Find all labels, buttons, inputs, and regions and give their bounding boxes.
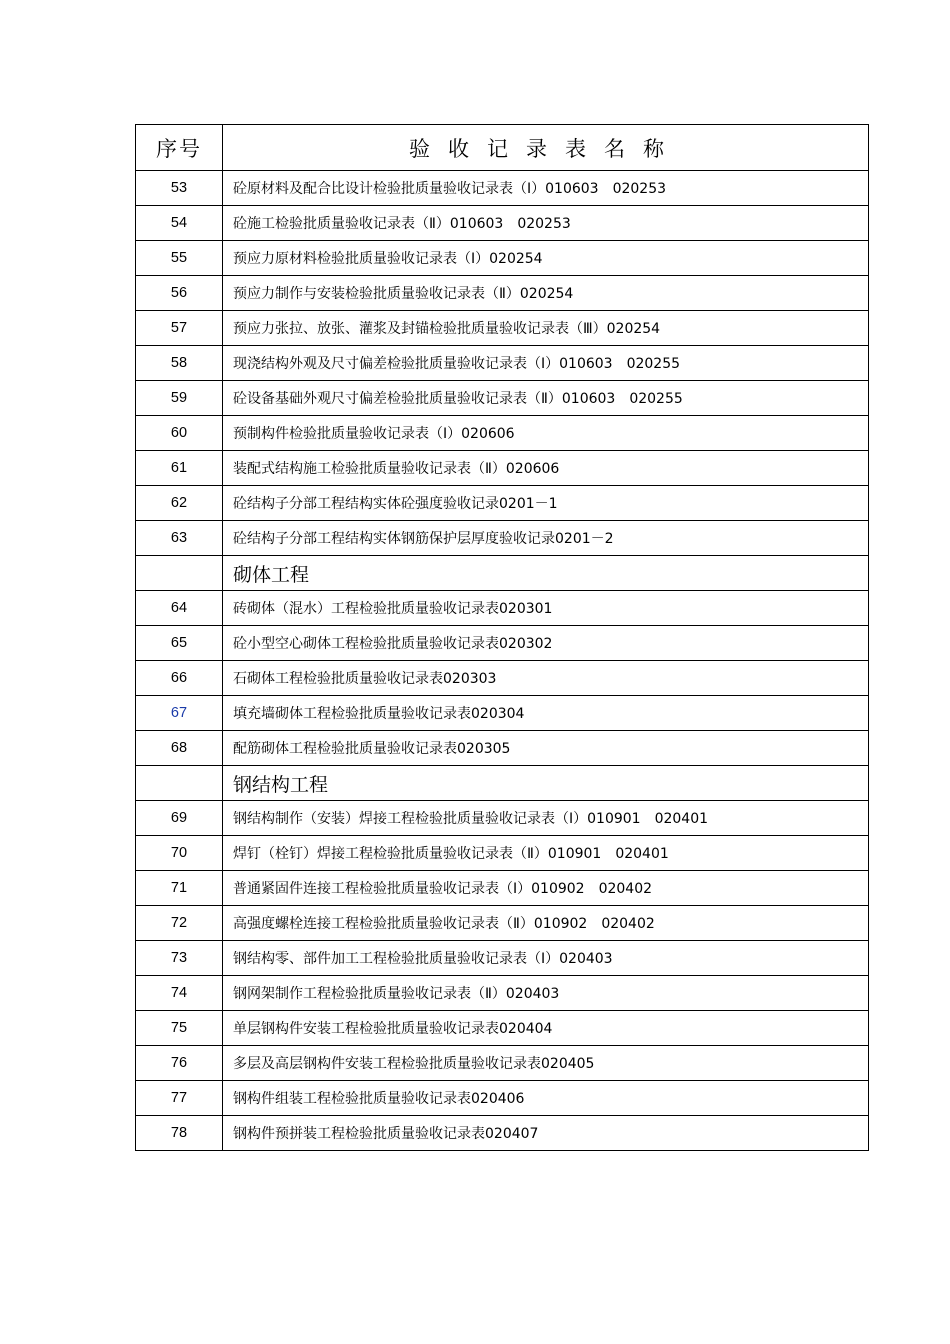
row-record-name: 焊钉（栓钉）焊接工程检验批质量验收记录表（Ⅱ）010901 020401 bbox=[223, 836, 869, 871]
row-record-name: 普通紧固件连接工程检验批质量验收记录表（Ⅰ）010902 020402 bbox=[223, 871, 869, 906]
row-serial-number bbox=[136, 556, 223, 591]
table-row bbox=[136, 976, 869, 1011]
table-row bbox=[136, 276, 869, 311]
row-serial-number: 66 bbox=[136, 661, 223, 696]
row-record-name: 砼小型空心砌体工程检验批质量验收记录表020302 bbox=[223, 626, 869, 661]
row-record-name: 钢结构制作（安装）焊接工程检验批质量验收记录表（Ⅰ）010901 020401 bbox=[223, 801, 869, 836]
row-serial-number: 59 bbox=[136, 381, 223, 416]
table-row bbox=[136, 1116, 869, 1151]
row-serial-number: 63 bbox=[136, 521, 223, 556]
inspection-record-table bbox=[135, 124, 869, 1151]
row-serial-number: 67 bbox=[136, 696, 223, 731]
row-serial-number: 71 bbox=[136, 871, 223, 906]
row-record-name: 现浇结构外观及尺寸偏差检验批质量验收记录表（Ⅰ）010603 020255 bbox=[223, 346, 869, 381]
row-record-name: 预应力制作与安装检验批质量验收记录表（Ⅱ）020254 bbox=[223, 276, 869, 311]
table-row bbox=[136, 626, 869, 661]
row-serial-number: 78 bbox=[136, 1116, 223, 1151]
row-serial-number: 73 bbox=[136, 941, 223, 976]
row-serial-number: 53 bbox=[136, 171, 223, 206]
row-record-name: 配筋砌体工程检验批质量验收记录表020305 bbox=[223, 731, 869, 766]
row-record-name: 装配式结构施工检验批质量验收记录表（Ⅱ）020606 bbox=[223, 451, 869, 486]
row-record-name: 砼原材料及配合比设计检验批质量验收记录表（Ⅰ）010603 020253 bbox=[223, 171, 869, 206]
row-record-name: 单层钢构件安装工程检验批质量验收记录表020404 bbox=[223, 1011, 869, 1046]
table-row bbox=[136, 206, 869, 241]
row-serial-number: 58 bbox=[136, 346, 223, 381]
header-serial-number: 序号 bbox=[136, 125, 223, 171]
row-serial-number: 76 bbox=[136, 1046, 223, 1081]
row-record-name: 钢结构零、部件加工工程检验批质量验收记录表（Ⅰ）020403 bbox=[223, 941, 869, 976]
row-record-name: 砼施工检验批质量验收记录表（Ⅱ）010603 020253 bbox=[223, 206, 869, 241]
table-body bbox=[136, 171, 869, 1151]
row-record-name: 高强度螺栓连接工程检验批质量验收记录表（Ⅱ）010902 020402 bbox=[223, 906, 869, 941]
table-row bbox=[136, 346, 869, 381]
row-serial-number: 72 bbox=[136, 906, 223, 941]
row-record-name: 砖砌体（混水）工程检验批质量验收记录表020301 bbox=[223, 591, 869, 626]
row-serial-number bbox=[136, 766, 223, 801]
table-row bbox=[136, 1081, 869, 1116]
row-record-name: 石砌体工程检验批质量验收记录表020303 bbox=[223, 661, 869, 696]
row-record-name: 预应力原材料检验批质量验收记录表（Ⅰ）020254 bbox=[223, 241, 869, 276]
table-row bbox=[136, 416, 869, 451]
table-row bbox=[136, 381, 869, 416]
table-row bbox=[136, 591, 869, 626]
row-serial-number: 62 bbox=[136, 486, 223, 521]
row-serial-number: 60 bbox=[136, 416, 223, 451]
row-serial-number: 54 bbox=[136, 206, 223, 241]
row-serial-number: 69 bbox=[136, 801, 223, 836]
section-title: 砌体工程 bbox=[223, 556, 869, 591]
row-serial-number: 70 bbox=[136, 836, 223, 871]
table-row bbox=[136, 241, 869, 276]
table-row bbox=[136, 451, 869, 486]
row-serial-number: 77 bbox=[136, 1081, 223, 1116]
row-serial-number: 56 bbox=[136, 276, 223, 311]
row-record-name: 钢构件组装工程检验批质量验收记录表020406 bbox=[223, 1081, 869, 1116]
row-serial-number: 74 bbox=[136, 976, 223, 1011]
table-row bbox=[136, 801, 869, 836]
table-row bbox=[136, 1011, 869, 1046]
row-serial-number: 55 bbox=[136, 241, 223, 276]
row-serial-number: 68 bbox=[136, 731, 223, 766]
section-title: 钢结构工程 bbox=[223, 766, 869, 801]
table-row bbox=[136, 311, 869, 346]
row-record-name: 钢网架制作工程检验批质量验收记录表（Ⅱ）020403 bbox=[223, 976, 869, 1011]
header-record-name: 验收记录表名称 bbox=[223, 125, 869, 171]
section-header-row bbox=[136, 556, 869, 591]
table-row bbox=[136, 521, 869, 556]
row-record-name: 砼结构子分部工程结构实体砼强度验收记录0201－1 bbox=[223, 486, 869, 521]
row-record-name: 砼结构子分部工程结构实体钢筋保护层厚度验收记录0201－2 bbox=[223, 521, 869, 556]
table-row bbox=[136, 486, 869, 521]
table-header-row bbox=[136, 125, 869, 171]
row-record-name: 砼设备基础外观尺寸偏差检验批质量验收记录表（Ⅱ）010603 020255 bbox=[223, 381, 869, 416]
row-record-name: 填充墙砌体工程检验批质量验收记录表020304 bbox=[223, 696, 869, 731]
table-row bbox=[136, 731, 869, 766]
section-header-row bbox=[136, 766, 869, 801]
table-row bbox=[136, 171, 869, 206]
row-record-name: 预制构件检验批质量验收记录表（Ⅰ）020606 bbox=[223, 416, 869, 451]
row-record-name: 多层及高层钢构件安装工程检验批质量验收记录表020405 bbox=[223, 1046, 869, 1081]
table-row bbox=[136, 661, 869, 696]
table-row bbox=[136, 696, 869, 731]
row-serial-number: 75 bbox=[136, 1011, 223, 1046]
table-row bbox=[136, 1046, 869, 1081]
table-row bbox=[136, 941, 869, 976]
row-serial-number: 64 bbox=[136, 591, 223, 626]
row-serial-number: 65 bbox=[136, 626, 223, 661]
row-record-name: 钢构件预拼装工程检验批质量验收记录表020407 bbox=[223, 1116, 869, 1151]
row-serial-number: 57 bbox=[136, 311, 223, 346]
table-row bbox=[136, 836, 869, 871]
row-record-name: 预应力张拉、放张、灌浆及封锚检验批质量验收记录表（Ⅲ）020254 bbox=[223, 311, 869, 346]
row-serial-number: 61 bbox=[136, 451, 223, 486]
table-row bbox=[136, 906, 869, 941]
table-row bbox=[136, 871, 869, 906]
